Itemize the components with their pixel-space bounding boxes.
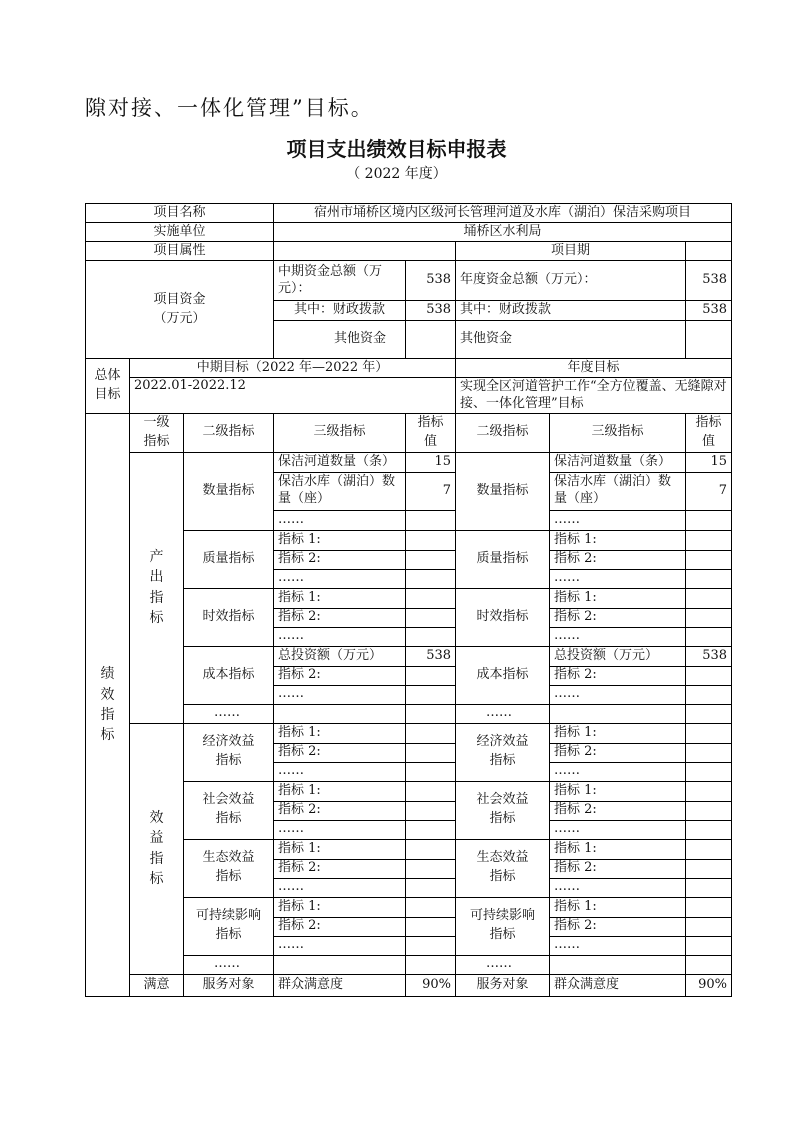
quantity-r2-value-mid: 7	[406, 472, 456, 510]
cost-ellipsis-year: ……	[550, 685, 686, 704]
benefit-ellipsis-year: ……	[456, 955, 550, 974]
social-item1-year: 指标 1:	[550, 781, 686, 801]
quality-ellipsis-year: ……	[550, 569, 686, 588]
quality-item1-mid: 指标 1:	[274, 530, 406, 550]
year-total-value: 538	[686, 261, 732, 301]
satisfaction-value-mid: 90%	[406, 974, 456, 996]
quality-item2-mid: 指标 2:	[274, 550, 406, 569]
timeliness-label-mid: 时效指标	[184, 588, 274, 646]
overall-label: 总体 目标	[86, 359, 130, 414]
quantity-r1-value-year: 15	[686, 452, 732, 472]
year-target-header: 年度目标	[456, 359, 732, 378]
quantity-ellipsis-year: ……	[550, 510, 686, 530]
timeliness-label-year: 时效指标	[456, 588, 550, 646]
social-item2-mid: 指标 2:	[274, 801, 406, 820]
intro-text: 隙对接、一体化管理”目标。	[85, 96, 374, 120]
time-item1-year: 指标 1:	[550, 588, 686, 608]
cost-r1-value-mid: 538	[406, 646, 456, 666]
satisfaction-l2-mid: 服务对象	[184, 974, 274, 996]
time-item2-mid: 指标 2:	[274, 608, 406, 627]
row-indicator-header	[86, 414, 732, 453]
economic-item1-year: 指标 1:	[550, 723, 686, 743]
row-quantity-1	[86, 452, 732, 472]
mid-total-value: 538	[406, 261, 456, 301]
quantity-r2-value-year: 7	[686, 472, 732, 510]
page-title: 项目支出绩效目标申报表	[286, 137, 507, 161]
social-item2-year: 指标 2:	[550, 801, 686, 820]
satisfaction-l3-mid: 群众满意度	[274, 974, 406, 996]
year-other-value	[686, 321, 732, 359]
mid-total-label: 中期资金总额（万元）：	[274, 261, 406, 301]
period-value	[686, 242, 732, 261]
row-project-name	[86, 204, 732, 223]
year-subtitle: （ 2022 年度）	[346, 166, 447, 182]
mid-fiscal-value: 538	[406, 301, 456, 321]
satisfaction-l3-year: 群众满意度	[550, 974, 686, 996]
quantity-label-mid: 数量指标	[184, 452, 274, 530]
header-level2-year: 二级指标	[456, 414, 550, 453]
time-ellipsis-year: ……	[550, 627, 686, 646]
economic-label-year: 经济效益 指标	[456, 723, 550, 781]
quantity-r1-name-year: 保洁河道数量（条）	[550, 452, 686, 472]
social-item1-mid: 指标 1:	[274, 781, 406, 801]
eco-item1-year: 指标 1:	[550, 839, 686, 859]
year-other-label: 其他资金	[456, 321, 686, 359]
year-target-text: 实现全区河道管护工作“全方位覆盖、无缝隙对接、一体化管理”目标	[456, 378, 732, 414]
row-overall-text	[86, 378, 732, 414]
quantity-r2-name-year: 保洁水库（湖泊）数量（座）	[550, 472, 686, 510]
eco-item2-year: 指标 2:	[550, 859, 686, 878]
output-ellipsis-mid: ……	[184, 704, 274, 723]
quality-item1-year: 指标 1:	[550, 530, 686, 550]
time-item1-mid: 指标 1:	[274, 588, 406, 608]
economic-label-mid: 经济效益 指标	[184, 723, 274, 781]
cost-ellipsis-mid: ……	[274, 685, 406, 704]
year-fiscal-label: 其中：财政拨款	[456, 301, 686, 321]
social-ellipsis-year: ……	[550, 820, 686, 839]
sustain-label-year: 可持续影响 指标	[456, 897, 550, 955]
year-total-label: 年度资金总额（万元）：	[456, 261, 686, 301]
cost-r1-value-year: 538	[686, 646, 732, 666]
sustain-ellipsis-mid: ……	[274, 936, 406, 955]
cost-label-year: 成本指标	[456, 646, 550, 704]
sustain-item2-mid: 指标 2:	[274, 917, 406, 936]
project-name-label: 项目名称	[86, 204, 274, 223]
time-ellipsis-mid: ……	[274, 627, 406, 646]
row-attr	[86, 242, 732, 261]
project-name-value: 宿州市埇桥区境内区级河长管理河道及水库（湖泊）保洁采购项目	[274, 204, 732, 223]
header-level2-mid: 二级指标	[184, 414, 274, 453]
year-fiscal-value: 538	[686, 301, 732, 321]
performance-form-table	[85, 203, 732, 997]
benefit-ellipsis-mid: ……	[184, 955, 274, 974]
quantity-r1-name-mid: 保洁河道数量（条）	[274, 452, 406, 472]
perf-indicator-label: 绩 效 指 标	[86, 414, 130, 997]
cost-r1-name-mid: 总投资额（万元）	[274, 646, 406, 666]
attr-label: 项目属性	[86, 242, 274, 261]
economic-ellipsis-year: ……	[550, 762, 686, 781]
quality-item2-year: 指标 2:	[550, 550, 686, 569]
economic-item2-mid: 指标 2:	[274, 743, 406, 762]
mid-other-label: 其他资金	[274, 321, 406, 359]
row-satisfaction	[86, 974, 732, 996]
quality-label-mid: 质量指标	[184, 530, 274, 588]
header-value-year: 指标 值	[686, 414, 732, 453]
economic-ellipsis-mid: ……	[274, 762, 406, 781]
quantity-label-year: 数量指标	[456, 452, 550, 530]
mid-fiscal-label: 其中：财政拨款	[274, 301, 406, 321]
quality-label-year: 质量指标	[456, 530, 550, 588]
output-indicator-label: 产 出 指 标	[130, 452, 184, 723]
row-overall-header	[86, 359, 732, 378]
row-funds-total	[86, 261, 732, 301]
social-label-year: 社会效益 指标	[456, 781, 550, 839]
sustain-item2-year: 指标 2:	[550, 917, 686, 936]
quantity-r1-value-mid: 15	[406, 452, 456, 472]
quantity-ellipsis-mid: ……	[274, 510, 406, 530]
satisfaction-label: 满意	[130, 974, 184, 996]
row-economic-1	[86, 723, 732, 743]
period-label: 项目期	[456, 242, 686, 261]
satisfaction-l2-year: 服务对象	[456, 974, 550, 996]
economic-item1-mid: 指标 1:	[274, 723, 406, 743]
sustain-item1-year: 指标 1:	[550, 897, 686, 917]
eco-ellipsis-mid: ……	[274, 878, 406, 897]
header-level1: 一级 指标	[130, 414, 184, 453]
sustain-item1-mid: 指标 1:	[274, 897, 406, 917]
cost-r1-name-year: 总投资额（万元）	[550, 646, 686, 666]
cost-item2-year: 指标 2:	[550, 666, 686, 685]
cost-item2-mid: 指标 2:	[274, 666, 406, 685]
social-ellipsis-mid: ……	[274, 820, 406, 839]
eco-label-year: 生态效益 指标	[456, 839, 550, 897]
row-unit	[86, 223, 732, 242]
cost-label-mid: 成本指标	[184, 646, 274, 704]
satisfaction-value-year: 90%	[686, 974, 732, 996]
eco-item1-mid: 指标 1:	[274, 839, 406, 859]
header-level3-mid: 三级指标	[274, 414, 406, 453]
sustain-label-mid: 可持续影响 指标	[184, 897, 274, 955]
social-label-mid: 社会效益 指标	[184, 781, 274, 839]
economic-item2-year: 指标 2:	[550, 743, 686, 762]
mid-target-text: 2022.01-2022.12	[130, 378, 456, 414]
header-value-mid: 指标 值	[406, 414, 456, 453]
sustain-ellipsis-year: ……	[550, 936, 686, 955]
eco-ellipsis-year: ……	[550, 878, 686, 897]
header-level3-year: 三级指标	[550, 414, 686, 453]
mid-target-header: 中期目标（2022 年—2022 年）	[130, 359, 456, 378]
unit-value: 埇桥区水利局	[274, 223, 732, 242]
unit-label: 实施单位	[86, 223, 274, 242]
eco-label-mid: 生态效益 指标	[184, 839, 274, 897]
mid-other-value	[406, 321, 456, 359]
eco-item2-mid: 指标 2:	[274, 859, 406, 878]
output-ellipsis-year: ……	[456, 704, 550, 723]
quantity-r2-name-mid: 保洁水库（湖泊）数量（座）	[274, 472, 406, 510]
time-item2-year: 指标 2:	[550, 608, 686, 627]
attr-value	[274, 242, 456, 261]
funds-label: 项目资金 （万元）	[86, 261, 274, 359]
quality-ellipsis-mid: ……	[274, 569, 406, 588]
benefit-indicator-label: 效 益 指 标	[130, 723, 184, 974]
